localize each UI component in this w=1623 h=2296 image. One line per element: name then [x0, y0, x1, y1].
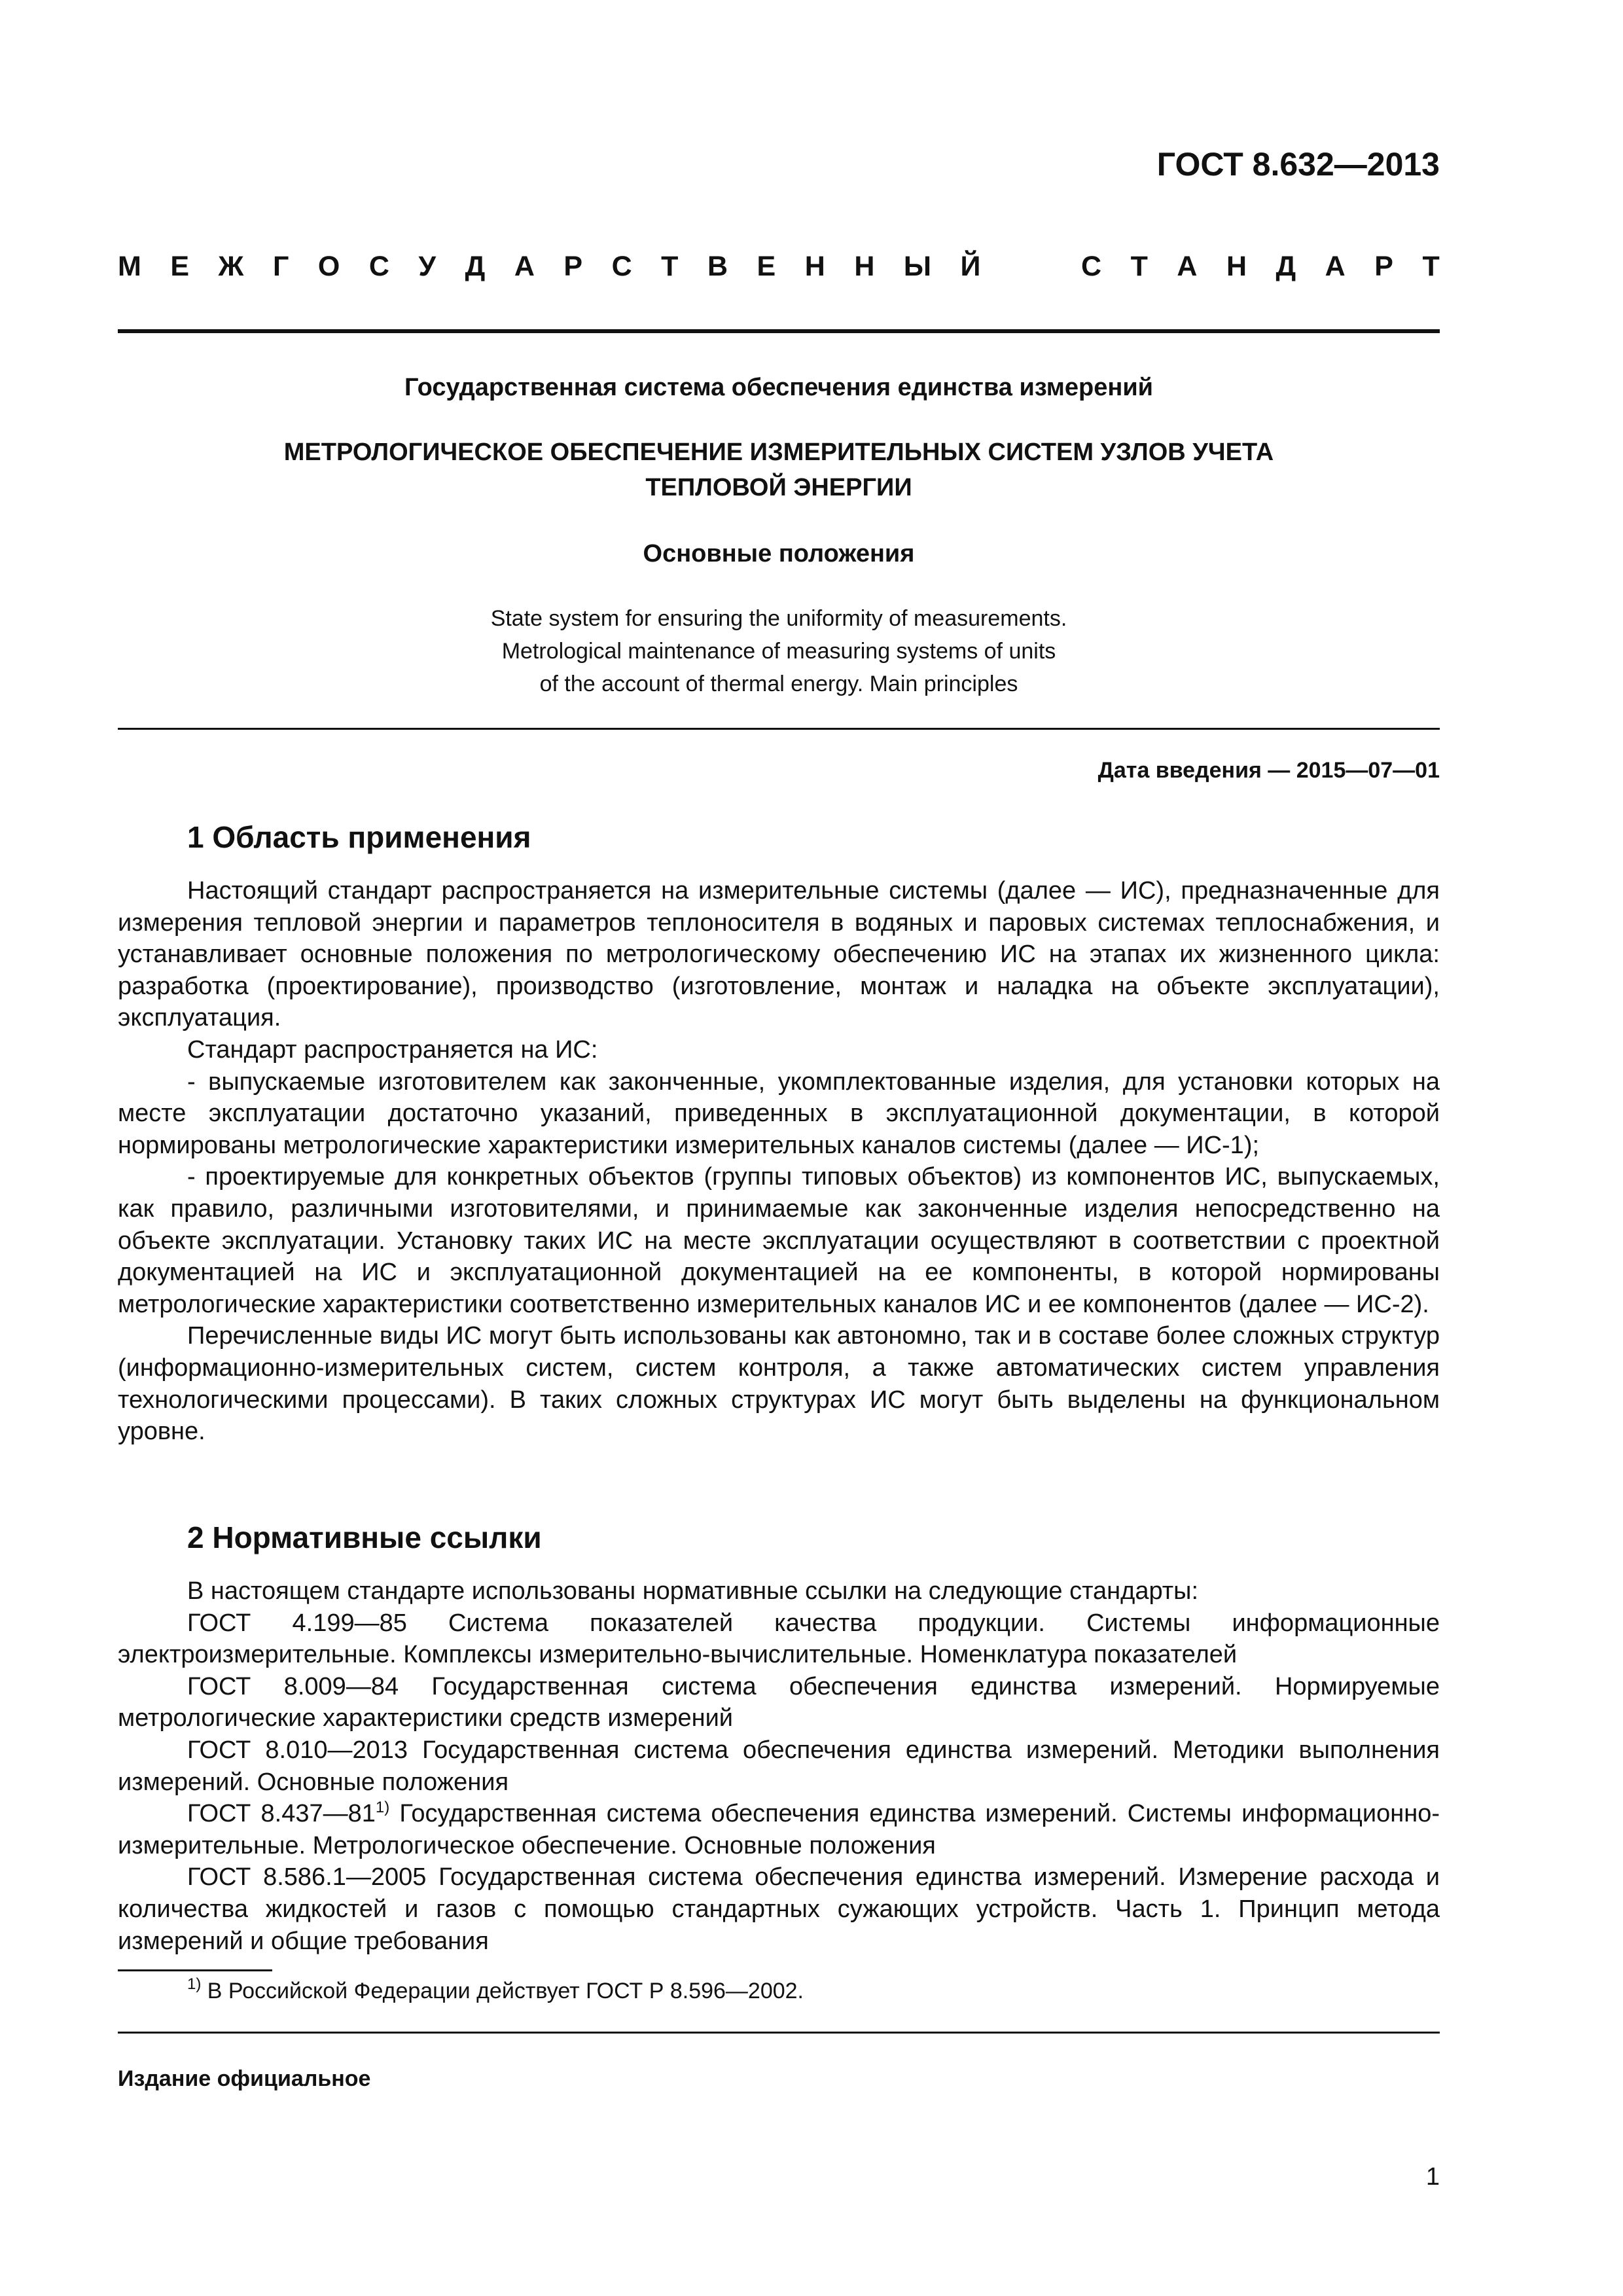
- interstate-standard-heading: [118, 251, 1440, 290]
- paragraph: Перечисленные виды ИС могут быть использованы как автономно, так и в составе более сложных структур (информационно-измерительных систем, систем контроля, а также автоматических систем управления технологическими процессами). В таких сложных структурах ИС могут быть выделены на функциональном уровне.: [118, 1322, 1440, 1446]
- footnote-divider: [118, 1969, 272, 1971]
- interstate-letter: Ж: [218, 251, 244, 282]
- page-number: 1: [1425, 2163, 1440, 2191]
- introduction-date: Дата введения — 2015—07—01: [1097, 758, 1440, 783]
- interstate-letter: Г: [272, 251, 289, 282]
- standard-subtitle: Основные положения: [643, 540, 915, 567]
- footnote-mark: 1): [187, 1975, 202, 1993]
- reference-item: [118, 1798, 1440, 1861]
- paragraph: В настоящем стандарте использованы нормативные ссылки на следующие стандарты:: [187, 1577, 1199, 1605]
- interstate-letter: Р: [563, 251, 583, 282]
- gost-number: ГОСТ 8.632—2013: [1156, 146, 1440, 183]
- edition-label: Издание официальное: [118, 2066, 371, 2091]
- interstate-letter: А: [514, 251, 535, 282]
- footer-divider: [118, 2032, 1440, 2034]
- reference-item: ГОСТ 4.199—85 Система показателей качества продукции. Системы информационные электроизмерительные. Комплексы измерительно-вычислительные. Номенклатура показателей: [118, 1609, 1440, 1669]
- interstate-letter: В: [707, 251, 728, 282]
- reference-item: ГОСТ 8.010—2013 Государственная система обеспечения единства измерений. Методики выполнения измерений. Основные положения: [118, 1736, 1440, 1796]
- interstate-letter: Т: [1422, 251, 1440, 282]
- interstate-letter: Н: [854, 251, 875, 282]
- interstate-letter: М: [118, 251, 141, 282]
- interstate-letter: Д: [465, 251, 486, 282]
- interstate-letter: Е: [757, 251, 776, 282]
- interstate-letter: С: [611, 251, 632, 282]
- header-divider: [118, 329, 1440, 333]
- interstate-letter: Ы: [903, 251, 932, 282]
- reference-text: Государственная система обеспечения единства измерений. Системы информационно-измерительные. Метрологическое обеспечение. Основные положения: [118, 1800, 1440, 1859]
- interstate-letter: Т: [1130, 251, 1148, 282]
- paragraph: - проектируемые для конкретных объектов (группы типовых объектов) из компонентов ИС, выпускаемых, как правило, различными изготовителями, и принимаемые как законченные изделия непосредственно на объекте эксплуатации. Установку таких ИС на месте эксплуатации осуществляют в соответствии с проектной документацией на ИС и эксплуатационной документацией на ее компоненты, в которой нормированы метрологические характеристики соответственно измерительных каналов ИС и ее компонентов (далее — ИС-2).: [118, 1163, 1440, 1318]
- paragraph: Стандарт распространяется на ИС:: [187, 1035, 598, 1064]
- interstate-letter: Н: [804, 251, 825, 282]
- section-2-heading: 2 Нормативные ссылки: [187, 1520, 542, 1554]
- title-divider: [118, 728, 1440, 730]
- interstate-letter: С: [368, 251, 389, 282]
- paragraph: Настоящий стандарт распространяется на измерительные системы (далее — ИС), предназначенные для измерения тепловой энергии и параметров теплоносителя в водяных и паровых системах теплоснабжения, и устанавливает основные положения по метрологическому обеспечению ИС на этапах их жизненного цикла: разработка (проектирование), производство (изготовление, монтаж и наладка на объекте эксплуатации), эксплуатация.: [118, 877, 1440, 1032]
- section-1-body: [118, 875, 1440, 1448]
- english-title-line-3: of the account of thermal energy. Main principles: [539, 672, 1018, 696]
- reference-item: ГОСТ 8.586.1—2005 Государственная система обеспечения единства измерений. Измерение расхода и количества жидкостей и газов с помощью стандартных сужающих устройств. Часть 1. Принцип метода измерений и общие требования: [118, 1863, 1440, 1955]
- interstate-letter: Р: [1374, 251, 1393, 282]
- paragraph: - выпускаемые изготовителем как законченные, укомплектованные изделия, для установки которых на месте эксплуатации достаточно указаний, приведенных в эксплуатационной документации, в которой нормированы метрологические характеристики измерительных каналов системы (далее — ИС-1);: [118, 1067, 1440, 1159]
- interstate-letter: А: [1325, 251, 1346, 282]
- interstate-letter: С: [1080, 251, 1102, 282]
- standard-title-line-2: ТЕПЛОВОЙ ЭНЕРГИИ: [645, 474, 912, 501]
- footnote-marker[interactable]: 1): [375, 1799, 390, 1817]
- reference-item: ГОСТ 8.009—84 Государственная система обеспечения единства измерений. Нормируемые метрологические характеристики средств измерений: [118, 1672, 1440, 1732]
- section-2-body: [118, 1575, 1440, 1957]
- interstate-letter: Н: [1226, 251, 1247, 282]
- interstate-letter: Т: [661, 251, 679, 282]
- interstate-letter: [1045, 251, 1052, 290]
- interstate-letter: А: [1177, 251, 1198, 282]
- reference-code: ГОСТ 8.437—81: [187, 1800, 376, 1828]
- interstate-letter: [1010, 251, 1016, 290]
- standard-series: Государственная система обеспечения единства измерений: [404, 374, 1154, 401]
- english-title-line-2: Metrological maintenance of measuring systems of units: [501, 639, 1056, 664]
- interstate-letter: Й: [960, 251, 981, 282]
- interstate-letter: У: [418, 251, 437, 282]
- footnote-text: В Российской Федерации действует ГОСТ Р 8.596—2002.: [207, 1979, 804, 2003]
- interstate-letter: Д: [1275, 251, 1296, 282]
- interstate-letter: О: [317, 251, 340, 282]
- footnote: [187, 1975, 804, 2007]
- standard-title-line-1: МЕТРОЛОГИЧЕСКОЕ ОБЕСПЕЧЕНИЕ ИЗМЕРИТЕЛЬНЫХ СИСТЕМ УЗЛОВ УЧЕТА: [283, 439, 1274, 466]
- english-title: [118, 602, 1440, 700]
- interstate-letter: Е: [170, 251, 190, 282]
- english-title-line-1: State system for ensuring the uniformity of measurements.: [490, 606, 1067, 631]
- section-1-heading: 1 Область применения: [187, 820, 531, 854]
